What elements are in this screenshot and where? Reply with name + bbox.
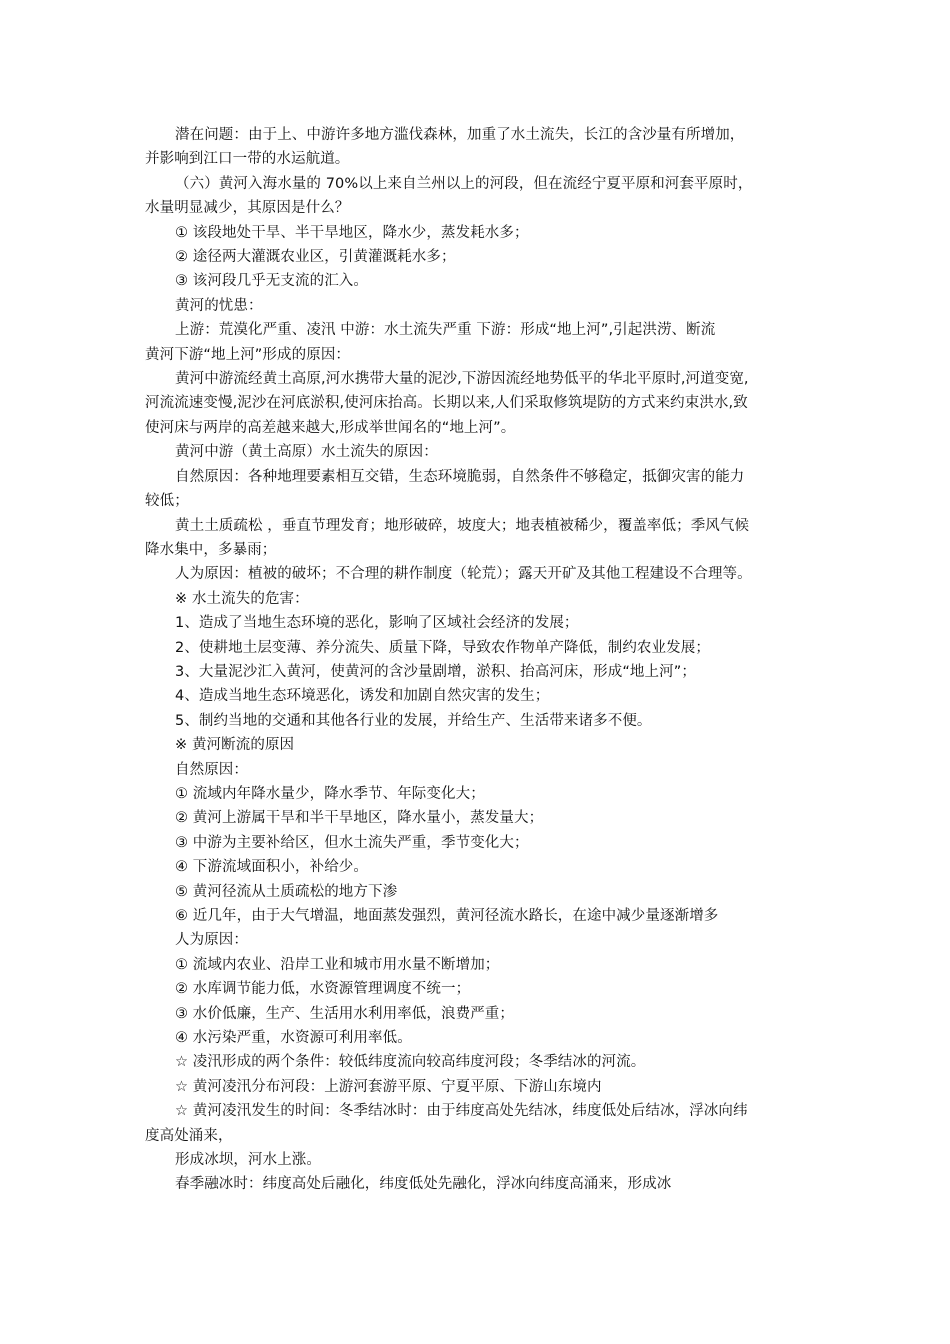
text-line: ☆ 凌汛形成的两个条件：较低纬度流向较高纬度河段；冬季结冰的河流。: [175, 1054, 646, 1071]
text-line: 黄河的忧患：: [175, 297, 263, 314]
text-line: ① 流域内农业、沿岸工业和城市用水量不断增加；: [175, 956, 500, 973]
text-line: （六）黄河入海水量的 70%以上来自兰州以上的河段，但在流经宁夏平原和河套平原时，: [175, 175, 753, 192]
text-line: 1、造成了当地生态环境的恶化，影响了区域社会经济的发展；: [175, 615, 579, 632]
text-line: ② 途径两大灌溉农业区，引黄灌溉耗水多；: [175, 249, 456, 266]
text-line: 黄土土质疏松 ，垂直节理发育；地形破碎，坡度大；地表植被稀少，覆盖率低；季风气候: [175, 517, 750, 534]
text-line: ☆ 黄河凌汛分布河段：上游河套游平原、宁夏平原、下游山东境内: [175, 1078, 602, 1095]
text-line: ⑥ 近几年，由于大气增温，地面蒸发强烈，黄河径流水路长，在途中减少量逐渐增多: [175, 908, 719, 924]
text-line: 水量明显减少，其原因是什么？: [145, 200, 350, 217]
text-line: 度高处涌来，: [145, 1127, 233, 1144]
text-line: 2、使耕地土层变薄、养分流失、质量下降，导致农作物单产降低，制约农业发展；: [175, 639, 710, 656]
text-line: ※ 水土流失的危害：: [175, 590, 309, 607]
text-line: ② 水库调节能力低，水资源管理调度不统一；: [175, 981, 471, 998]
text-line: ① 该段地处干旱、半干旱地区，降水少，蒸发耗水多；: [175, 224, 529, 241]
text-line: 5、制约当地的交通和其他各行业的发展，并给生产、生活带来诸多不便。: [175, 712, 652, 729]
text-line: 人为原因：植被的破坏；不合理的耕作制度（轮荒）；露天开矿及其他工程建设不合理等。: [175, 566, 752, 583]
text-line: ② 黄河上游属干旱和半干旱地区，降水量小，蒸发量大；: [175, 810, 544, 827]
text-line: ④ 水污染严重，水资源可利用率低。: [175, 1030, 412, 1047]
text-line: 形成冰坝，河水上涨。: [175, 1152, 321, 1169]
text-line: 春季融冰时：纬度高处后融化，纬度低处先融化，浮冰向纬度高涌来，形成冰: [175, 1176, 672, 1193]
text-line: ⑤ 黄河径流从土质疏松的地方下渗: [175, 883, 398, 900]
text-line: 河流流速变慢,泥沙在河底淤积,使河床抬高。长期以来,人们采取修筑堤防的方式来约束洪水,致: [145, 395, 748, 412]
text-line: ☆ 黄河凌汛发生的时间：冬季结冰时：由于纬度高处先结冰，纬度低处后结冰，浮冰向纬: [175, 1103, 748, 1120]
text-line: 人为原因：: [175, 932, 248, 949]
text-line: 并影响到江口一带的水运航道。: [145, 151, 350, 168]
text-line: 4、造成当地生态环境恶化，诱发和加剧自然灾害的发生；: [175, 688, 550, 705]
text-line: 3、大量泥沙汇入黄河，使黄河的含沙量剧增，淤积、抬高河床，形成“地上河”；: [175, 663, 696, 680]
text-line: 潜在问题：由于上、中游许多地方滥伐森林，加重了水土流失，长江的含沙量有所增加，: [175, 127, 745, 143]
text-line: 黄河下游“地上河”形成的原因：: [145, 346, 351, 363]
text-line: 自然原因：: [175, 761, 248, 778]
text-line: 自然原因：各种地理要素相互交错，生态环境脆弱，自然条件不够稳定，抵御灾害的能力: [175, 468, 745, 485]
text-line: 黄河中游流经黄土高原,河水携带大量的泥沙,下游因流经地势低平的华北平原时,河道变宽,: [175, 371, 749, 388]
text-line: ③ 水价低廉，生产、生活用水利用率低，浪费严重；: [175, 1005, 515, 1022]
text-line: 降水集中，多暴雨；: [145, 541, 277, 558]
text-line: 黄河中游（黄土高原）水土流失的原因：: [175, 444, 438, 461]
text-line: 使河床与两岸的高差越来越大,形成举世闻名的“地上河”。: [145, 419, 516, 436]
text-line: ③ 中游为主要补给区，但水土流失严重，季节变化大；: [175, 834, 529, 851]
text-line: 上游：荒漠化严重、凌汛 中游：水土流失严重 下游：形成“地上河”,引起洪涝、断流: [175, 322, 716, 339]
document-body: [145, 123, 813, 1197]
text-line: 较低；: [145, 493, 189, 510]
text-line: ① 流域内年降水量少，降水季节、年际变化大；: [175, 785, 485, 802]
text-line: ※ 黄河断流的原因: [175, 737, 295, 754]
text-line: ③ 该河段几乎无支流的汇入。: [175, 273, 369, 290]
text-line: ④ 下游流域面积小，补给少。: [175, 859, 369, 876]
